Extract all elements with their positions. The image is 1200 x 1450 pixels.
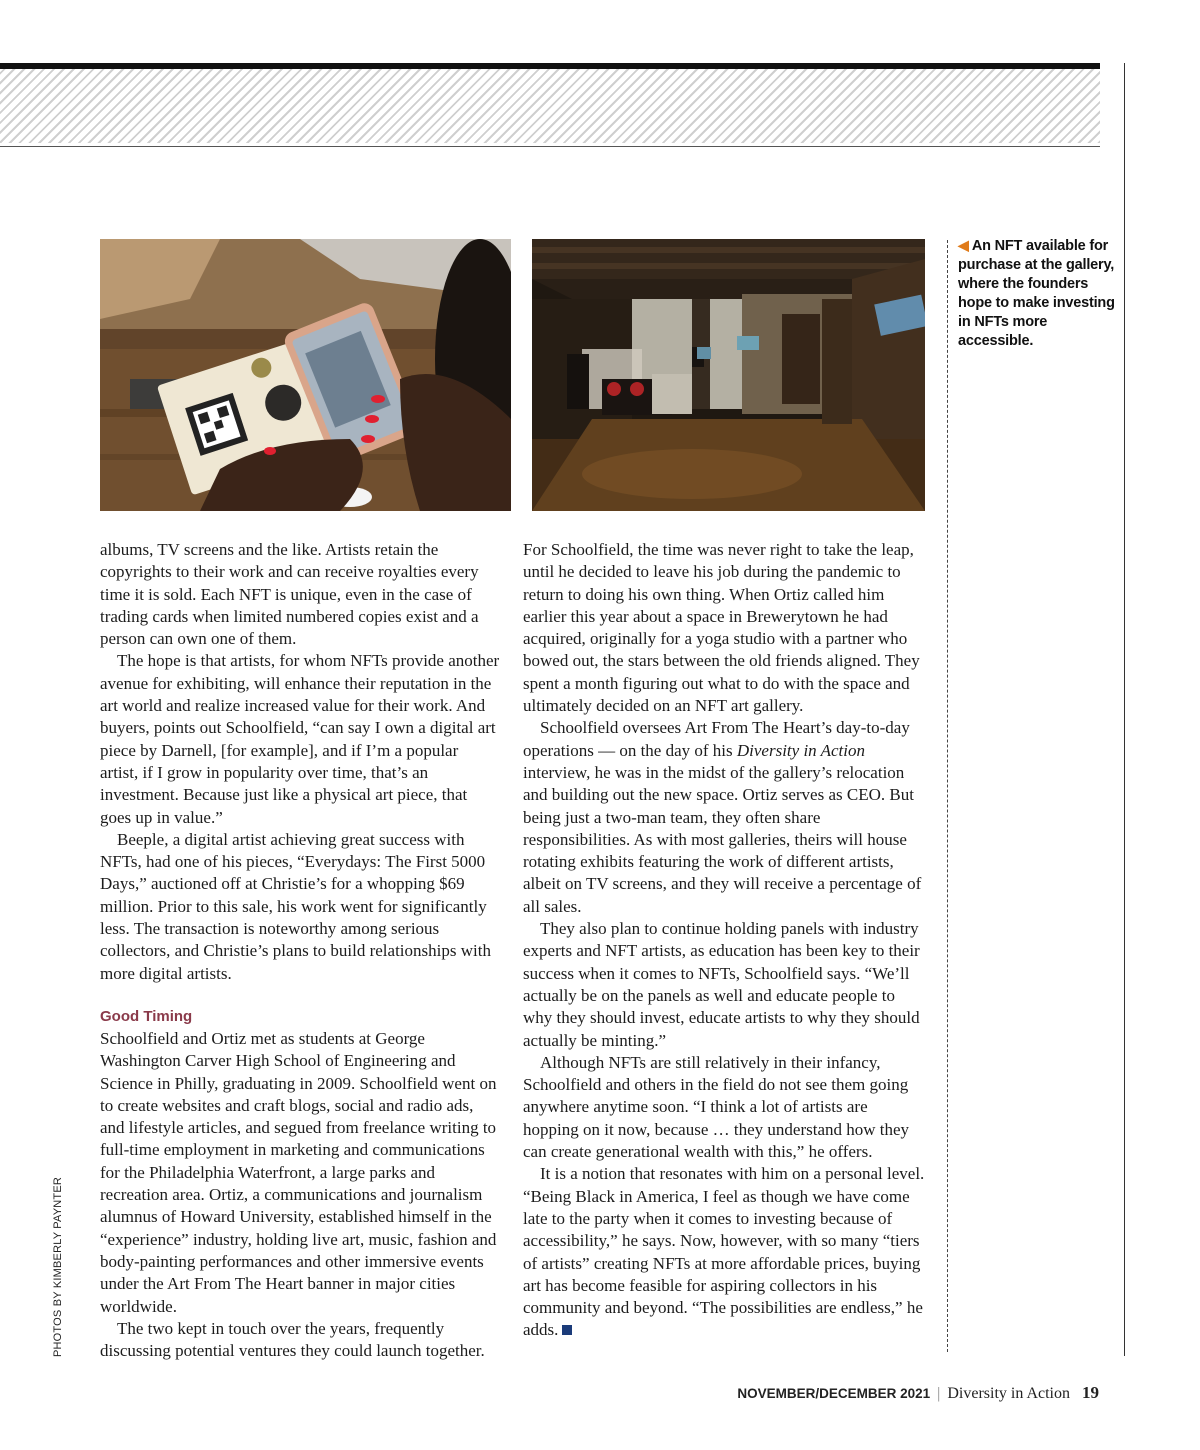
article-paragraph: They also plan to continue holding panels with industry experts and NFT artists, as education has been key to their success when it comes to NFTs, Schoolfield says. “We’ll actually be on the panels as well and educate people to why they should invest, educate artists to why they should actually be minting.” — [523, 919, 920, 1050]
issue-date: NOVEMBER/DECEMBER 2021 — [737, 1386, 931, 1401]
page-footer — [737, 1383, 1099, 1403]
article-paragraph: For Schoolfield, the time was never right to take the leap, until he decided to leave his job during the pandemic to return to doing his own thing. When Ortiz called him earlier this year about a space in Brewerytown he had acquired, originally for a yoga studio with a partner who bowed out, the stars between the old friends aligned. They spent a month figuring out what to do with the space and ultimately decided on an NFT art gallery. — [523, 540, 920, 716]
end-mark-icon — [562, 1325, 572, 1335]
article-paragraph: The hope is that artists, for whom NFTs provide another avenue for exhibiting, will enhance their reputation in the art world and realize increased value for their work. And buyers, points out Schoolfield, “can say I own a digital art piece by Darnell, [for example], and if I’m a popular artist, if I grow in popularity over time, that’s an investment. Because just like a physical art piece, that goes up in value.” — [100, 651, 500, 827]
article-paragraph — [523, 717, 925, 918]
magazine-title-italic: Diversity in Action — [736, 740, 865, 760]
article-paragraph: Schoolfield and Ortiz met as students at George Washington Carver High School of Engineering and Science in Philly, graduating in 2009. Schoolfield went on to create websites and craft blogs, social and radio ads, and lifestyle articles, and segued from freelance writing to full-time employment in marketing and communications for the Philadelphia Waterfront, a large parks and recreation area. Ortiz, a communications and journalism alumnus of Howard University, established himself in the “experience” industry, holding live art, music, fashion and body-painting performances and other immersive events under the Art From The Heart banner in major cities worldwide. — [100, 1028, 497, 1316]
article-column-right — [523, 539, 925, 1342]
article-column-left — [100, 539, 500, 1362]
right-margin-rule — [1124, 63, 1125, 1356]
page-number: 19 — [1082, 1383, 1099, 1402]
paragraph-text: Schoolfield oversees Art From The Heart’s day-to-day operations — on the day of his — [523, 718, 910, 760]
hatched-header-band — [0, 69, 1100, 143]
photo-gallery-interior — [532, 239, 925, 511]
paragraph-text: interview, he was in the midst of the gallery’s relocation and building out the new space. Ortiz serves as CEO. But being just a two-man team, they often share responsibilities. As with most galleries, theirs will house rotating exhibits featuring the work of different artists, albeit on TV screens, and they will receive a percentage of all sales. — [523, 762, 922, 916]
article-paragraph: Beeple, a digital artist achieving great success with NFTs, had one of his pieces, “Everydays: The First 5000 Days,” auctioned off at Christie’s for a whopping $69 million. Prior to this sale, his work went for significantly less. The transaction is noteworthy among serious collectors, and Christie’s plans to build relationships with more digital artists. — [100, 829, 491, 983]
article-paragraph: albums, TV screens and the like. Artists retain the copyrights to their work and can receive royalties every time it is sold. Each NFT is unique, even in the case of trading cards when limited numbered copies exist and a person can own one of them. — [100, 540, 479, 649]
photo-caption — [958, 236, 1120, 351]
caption-divider — [947, 240, 948, 1352]
magazine-name: Diversity in Action — [947, 1385, 1070, 1402]
header-bottom-rule — [0, 146, 1100, 147]
section-subhead: Good Timing — [100, 1007, 193, 1025]
caption-text: An NFT available for purchase at the gallery, where the founders hope to make investing in NFTs more accessible. — [958, 238, 1115, 349]
paragraph-text: It is a notion that resonates with him on a personal level. “Being Black in America, I feel as though we have come late to the party when it comes to investing because of accessibility,” he says. Now, however, with so many “tiers of artists” creating NFTs at more affordable prices, buying art has become feasible for aspiring collectors in his community and beyond. “The possibilities are endless,” he adds. — [523, 1164, 925, 1340]
photo-nft-card — [100, 239, 511, 511]
caption-arrow-icon: ◀ — [958, 237, 969, 253]
photo-credit: PHOTOS BY KIMBERLY PAYNTER — [52, 1176, 64, 1357]
article-paragraph — [523, 1163, 925, 1341]
article-paragraph: Although NFTs are still relatively in their infancy, Schoolfield and others in the field do not see them going anywhere anytime soon. “I think a lot of artists are hopping on it now, because … they understand how they can create generational wealth with this,” he offers. — [523, 1052, 910, 1162]
footer-separator: | — [937, 1385, 941, 1402]
article-paragraph: The two kept in touch over the years, frequently discussing potential ventures they could launch together. — [100, 1318, 485, 1361]
